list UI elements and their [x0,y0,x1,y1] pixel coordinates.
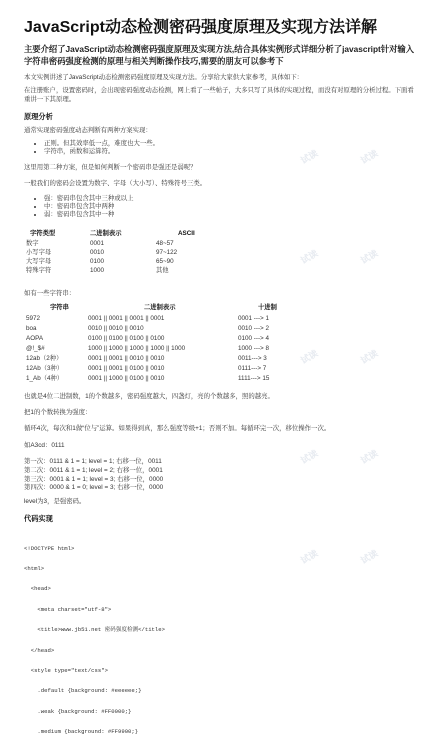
header-cell: 十进制 [258,304,277,311]
table-cell: 0100 [90,258,105,265]
list-item: • 强：密码串包含其中三种或以上 [44,195,133,203]
table-cell: 65~90 [156,258,174,265]
level-result: level为3，是强密码。 [24,498,86,505]
schemes-list [34,140,159,156]
table-cell: 1_Ab（4种） [26,375,64,382]
table-cell: 12Ab（3种） [26,365,64,372]
table-cell: 1000 [90,267,105,274]
watermark: 试读 [358,448,380,466]
code-line: <style type="text/css"> [24,666,108,674]
examples-intro: 如有一些字符串： [24,290,76,297]
question-paragraph: 这里用第二种方案，但是如何判断一个密码串是强还是弱呢？ [24,164,197,171]
table-cell: 97~122 [156,249,178,256]
table-cell: @!_$# [26,345,45,352]
loop-steps [24,458,420,493]
code-block [24,532,165,750]
table-cell: 其他 [156,267,169,274]
code-line: .default {background: #eeeeee;} [24,687,142,695]
watermark: 试读 [358,148,380,166]
table-cell: 小写字母 [26,249,52,256]
table-cell: AOPA [26,335,44,342]
page-title: JavaScript动态检测密码强度原理及实现方法详解 [24,19,377,36]
types-paragraph: 一般我们的密码会设置为数字、字母（大小写）、特殊符号三类。 [24,180,207,187]
table-cell: 0001 || 1000 || 0100 || 0010 [88,375,165,382]
table-cell: 12ab（2种） [26,355,63,362]
table-cell: 0001 || 0001 || 0010 || 0010 [88,355,165,362]
loop-step: 第四次：0000 & 1 = 0; level = 3; 右移一位，0000 [24,484,164,492]
code-line: .medium {background: #FF9900;} [24,728,139,736]
table-cell: 0010 || 0010 || 0010 [88,325,144,332]
loop-step: 第二次：0011 & 1 = 1; level = 2; 右移一位，0001 [24,466,163,474]
watermark: 试读 [298,248,320,266]
watermark: 试读 [298,148,320,166]
table-cell: 0001 ---> 1 [238,315,269,322]
char-type-table [26,230,256,282]
watermark: 试读 [298,448,320,466]
table-cell: 大写字母 [26,258,52,265]
watermark: 试读 [298,548,320,566]
header-cell: ASCII [178,230,195,237]
loop-step: 第三次：0001 & 1 = 1; level = 3; 右移一位，0000 [24,475,164,483]
watermark: 试读 [358,248,380,266]
header-cell: 二进制表示 [144,304,176,311]
code-line: <title>www.jb51.net 密码强度检测</title> [24,626,165,634]
levels-list [34,195,133,220]
loop-description: 循环4次，每次和1做“位与”运算。如果得到真，那么强度等级+1；否则不加。每循环完一次，移位操作一次。 [24,425,331,432]
table-cell: 1111---> 15 [238,375,270,382]
table-cell: 1000 ---> 8 [238,345,269,352]
code-heading: 代码实现 [24,514,53,523]
example-a3cd: 如A3cd：0111 [24,442,65,449]
list-item: • 中：密码串包含其中两种 [44,203,133,211]
table-cell: 0001 [90,240,105,247]
table-cell: 0111---> 7 [238,365,267,372]
code-line: <html> [24,564,45,572]
code-line: .weak {background: #FF0000;} [24,707,132,715]
header-cell: 字符串 [50,304,69,311]
examples-table [26,304,416,388]
loop-step: 第一次：0111 & 1 = 1; level = 1; 右移一位，0011 [24,458,162,465]
table-cell: 0001 || 0001 || 0100 || 0010 [88,365,165,372]
code-line: <meta charset="utf-8"> [24,605,112,613]
background-paragraph: 在注册账户，设置密码时，会出现密码强度动态检测，网上看了一些帖子，大多只写了具体的实现过程，而没有对原理的分析过程。下面看重讲一下其原理。 [24,87,414,103]
watermark: 试读 [358,348,380,366]
intro-paragraph: 本文实例讲述了JavaScript动态检测密码强度原理及实现方法。分享给大家供大家参考，具体如下： [24,74,304,81]
watermark: 试读 [298,348,320,366]
list-item: • 弱：密码串包含其中一种 [44,211,133,219]
watermark: 试读 [358,548,380,566]
summary: 主要介绍了JavaScript动态检测密码强度原理及实现方法,结合具体实例形式详细分析了javascript针对输入字符串密码强度检测的原理与相关判断操作技巧,需要的朋友可以参考下 [24,44,415,66]
code-line: <!DOCTYPE html> [24,544,75,552]
list-item: • 字符串，函数和运算符。 [44,148,159,156]
table-cell: 数字 [26,240,39,247]
table-cell: 1000 || 1000 || 1000 || 1000 || 1000 [88,345,186,352]
table-cell: 0010 ---> 2 [238,325,269,332]
table-cell: 特殊字符 [26,267,52,274]
list-item: • 正则。但其效率低一点，难度也大一些。 [44,140,159,148]
table-cell: 0001 || 0001 || 0001 || 0001 [88,315,165,322]
count-ones-paragraph: 把1的个数转换为强度： [24,409,92,416]
analysis-heading: 原理分析 [24,112,53,121]
code-line: </head> [24,646,55,654]
table-cell: 0010 [90,249,105,256]
table-cell: 0011---> 3 [238,355,267,362]
header-cell: 二进制表示 [90,230,122,237]
schemes-intro: 通常实现密码强度动态判断有两种方案实现： [24,127,152,134]
header-cell: 字符类型 [30,230,56,237]
table-cell: 0100 || 0100 || 0100 || 0100 [88,335,165,342]
conclusion-paragraph: 也就是4位二进制数，1的个数越多，密码强度越大，四盏灯，亮的个数越多，照的越亮。 [24,393,274,400]
table-cell: 5972 [26,315,41,322]
table-cell: boa [26,325,37,332]
table-cell: 0100 ---> 4 [238,335,269,342]
table-cell: 48~57 [156,240,174,247]
code-line: <head> [24,585,51,593]
